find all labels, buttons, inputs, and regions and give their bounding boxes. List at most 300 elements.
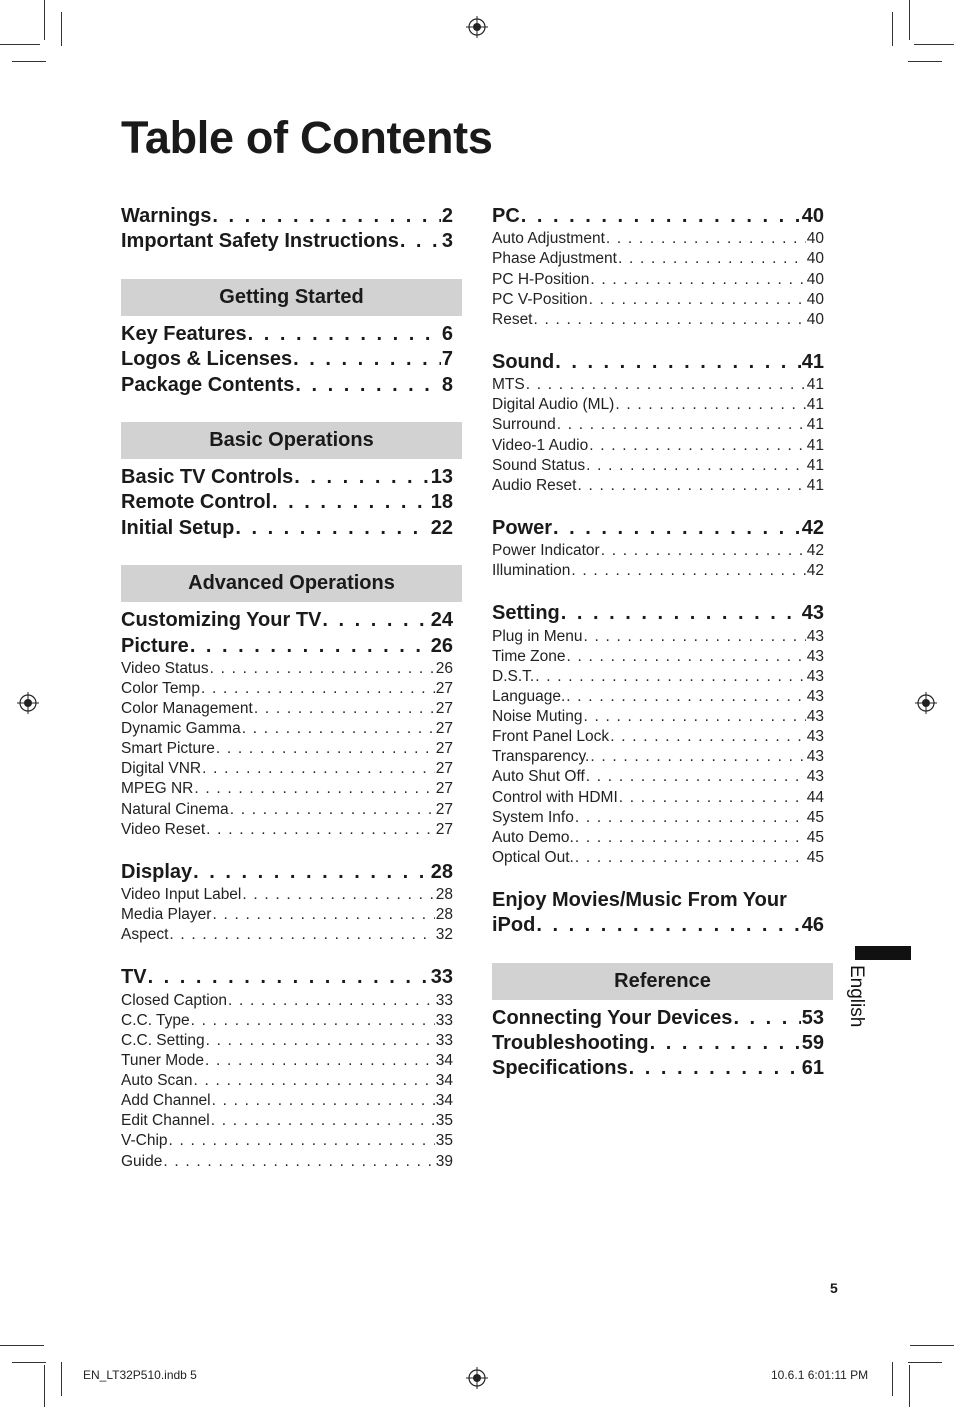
leader-dots [590, 747, 805, 767]
toc-entry-label: PC H-Position [492, 270, 590, 288]
toc-entry-page: 33 [435, 1032, 453, 1049]
toc-entry-video-status[interactable] [121, 659, 453, 679]
leader-dots [235, 516, 429, 541]
toc-entry-control-with-hdmi[interactable] [492, 788, 824, 808]
toc-entry-label: PC [492, 205, 520, 227]
toc-entry-label: Picture [121, 634, 189, 657]
leader-dots [553, 516, 801, 541]
toc-entry-label: Color Management [121, 700, 253, 718]
toc-entry-video-1-audio[interactable] [492, 436, 824, 456]
toc-entry-page: 34 [435, 1092, 453, 1110]
toc-entry-label: Power [492, 516, 553, 539]
toc-entry-label: Color Temp [121, 680, 200, 697]
leader-dots [272, 490, 430, 515]
toc-entry-auto-adjustment[interactable] [492, 229, 824, 249]
toc-entry-page: 28 [435, 906, 453, 924]
toc-entry-label: Video-1 Audio [492, 436, 589, 454]
leader-dots [201, 679, 435, 699]
leader-dots [619, 788, 806, 808]
toc-entry-label: Sound [492, 350, 555, 373]
toc-entry-v-chip[interactable] [121, 1131, 453, 1151]
toc-entry-page: 7 [441, 348, 453, 371]
toc-entry-aspect[interactable] [121, 925, 453, 945]
toc-entry-page: 27 [435, 780, 453, 798]
toc-entry-label: D.S.T. [492, 667, 535, 685]
leader-dots [169, 1131, 435, 1151]
leader-dots [322, 608, 429, 633]
crop-mark [908, 61, 942, 62]
toc-entry-color-management[interactable] [121, 699, 453, 719]
toc-entry-specifications[interactable] [492, 1056, 824, 1081]
toc-entry-label: Plug in Menu [492, 627, 583, 645]
toc-entry-page: 27 [435, 720, 453, 738]
toc-entry-phase-adjustment[interactable] [492, 249, 824, 269]
toc-entry-label: Language. [492, 688, 566, 706]
leader-dots [211, 1111, 435, 1131]
language-label: English [846, 965, 867, 1028]
toc-entry-audio-reset[interactable] [492, 476, 824, 496]
toc-entry-label: Video Reset [121, 820, 206, 838]
toc-entry-page: 27 [435, 820, 453, 838]
toc-entry-setting[interactable] [492, 601, 824, 626]
toc-entry-mts[interactable] [492, 375, 824, 395]
toc-entry-page: 24 [430, 609, 453, 632]
leader-dots [583, 627, 805, 647]
toc-entry-label: C.C. Type [121, 1011, 190, 1029]
toc-entry-initial-setup[interactable] [121, 516, 453, 541]
toc-entry-page: 42 [806, 562, 824, 580]
toc-entry-page: 26 [430, 634, 453, 657]
toc-entry-important-safety-instructions[interactable] [121, 229, 453, 254]
toc-entry-page: 44 [806, 788, 824, 806]
toc-entry-tv[interactable] [121, 965, 453, 990]
toc-entry-dynamic-gamma[interactable] [121, 719, 453, 739]
leader-dots [733, 1006, 800, 1031]
leader-dots [589, 290, 806, 310]
toc-subgroup [492, 229, 824, 329]
leader-dots [242, 885, 434, 905]
toc-entry-sound[interactable] [492, 350, 824, 375]
toc-entry-page: 45 [806, 848, 824, 866]
leader-dots [583, 707, 805, 727]
toc-entry-label: PC V-Position [492, 290, 588, 308]
toc-entry-page: 53 [801, 1006, 824, 1029]
toc-entry-page: 43 [806, 688, 824, 706]
toc-entry-reset[interactable] [492, 310, 824, 330]
leader-dots [169, 925, 434, 945]
toc-entry-page: 43 [806, 627, 824, 645]
toc-group [121, 860, 453, 885]
leader-dots [534, 310, 806, 330]
leader-dots [163, 1152, 434, 1172]
toc-subgroup [492, 375, 824, 496]
toc-entry-ipod-line1[interactable]: Enjoy Movies/Music From Your [492, 888, 787, 911]
leader-dots [575, 828, 806, 848]
toc-entry-color-temp[interactable] [121, 679, 453, 699]
toc-entry-page: 43 [806, 768, 824, 786]
toc-entry-page: 28 [430, 860, 453, 883]
toc-entry-logos-licenses[interactable] [121, 347, 453, 372]
toc-group [121, 204, 453, 255]
leader-dots [601, 541, 806, 561]
toc-entry-label: Illumination [492, 562, 571, 580]
toc-subgroup [121, 991, 453, 1172]
leader-dots [193, 860, 430, 885]
toc-entry-label: Package Contents [121, 373, 295, 396]
toc-entry-page: 27 [435, 800, 453, 818]
toc-entry-page: 13 [430, 465, 453, 488]
toc-entry-video-input-label[interactable] [121, 885, 453, 905]
toc-entry-page: 39 [435, 1152, 453, 1170]
toc-group [492, 204, 824, 229]
toc-entry-customizing-your-tv[interactable] [121, 608, 453, 633]
leader-dots [650, 1031, 801, 1056]
toc-entry-label: Sound Status [492, 456, 586, 474]
crop-mark [910, 1345, 954, 1346]
toc-entry-page: 40 [801, 205, 824, 227]
toc-entry-video-reset[interactable] [121, 820, 453, 840]
toc-left-column [121, 204, 453, 1172]
toc-entry-connecting-your-devices[interactable] [492, 1006, 824, 1031]
toc-entry-label: Logos & Licenses [121, 348, 293, 371]
toc-entry-power-indicator[interactable] [492, 541, 824, 561]
toc-entry-page: 45 [806, 808, 824, 826]
leader-dots [230, 800, 435, 820]
toc-entry-label: Reset [492, 310, 533, 328]
toc-subgroup [121, 659, 453, 840]
leader-dots [242, 719, 435, 739]
toc-entry-label: Initial Setup [121, 516, 235, 539]
toc-entry-auto-demo[interactable] [492, 828, 824, 848]
toc-group [121, 465, 453, 541]
toc-entry-label: Optical Out. [492, 848, 574, 866]
toc-entry-page: 35 [435, 1112, 453, 1130]
toc-entry-label: Auto Adjustment [492, 230, 605, 248]
leader-dots [575, 808, 806, 828]
toc-entry-label: Control with HDMI [492, 788, 618, 806]
toc-entry-page: 33 [430, 966, 453, 989]
toc-entry-page: 32 [435, 926, 453, 944]
leader-dots [202, 759, 435, 779]
toc-entry-page: 33 [435, 991, 453, 1009]
leader-dots [212, 905, 434, 925]
toc-entry-page: 42 [806, 542, 824, 560]
leader-dots [590, 270, 805, 290]
toc-entry-digital-audio-ml[interactable] [492, 395, 824, 415]
footer-timestamp: 10.6.1 6:01:11 PM [771, 1368, 869, 1382]
toc-entry-label: Video Input Label [121, 886, 242, 904]
toc-entry-label: Digital Audio (ML) [492, 396, 615, 414]
toc-entry-label: Basic TV Controls [121, 465, 294, 488]
leader-dots [567, 647, 806, 667]
toc-entry-label: Noise Muting [492, 708, 583, 726]
toc-entry-label: Display [121, 860, 193, 883]
toc-entry-label: MTS [492, 376, 525, 394]
crop-mark [12, 1362, 46, 1363]
leader-dots [254, 699, 435, 719]
leader-dots [212, 204, 441, 229]
toc-group [492, 601, 824, 626]
toc-group [121, 322, 453, 398]
toc-entry-label: TV [121, 966, 147, 989]
leader-dots [205, 1051, 435, 1071]
leader-dots [586, 456, 806, 476]
leader-dots [606, 229, 806, 249]
toc-entry-page: 27 [435, 760, 453, 778]
toc-entry-page: 41 [806, 436, 824, 454]
toc-entry-power[interactable] [492, 516, 824, 541]
page-number: 5 [830, 1280, 838, 1296]
toc-entry-page: 26 [435, 659, 453, 677]
toc-entry-page: 43 [806, 667, 824, 685]
toc-entry-page: 41 [806, 456, 824, 474]
toc-entry-page: 41 [806, 376, 824, 394]
toc-entry-plug-in-menu[interactable] [492, 627, 824, 647]
toc-entry-label: V-Chip [121, 1132, 168, 1150]
toc-entry-page: 3 [441, 230, 453, 253]
toc-entry-package-contents[interactable] [121, 373, 453, 398]
toc-entry-label: Guide [121, 1152, 163, 1170]
toc-entry-label: Natural Cinema [121, 800, 229, 818]
leader-dots [228, 991, 435, 1011]
section-header-advanced-operations: Advanced Operations [121, 565, 462, 602]
toc-entry-page: 40 [806, 230, 824, 248]
crop-mark [61, 1362, 62, 1396]
toc-entry-c-c-type[interactable] [121, 1011, 453, 1031]
leader-dots [610, 727, 806, 747]
toc-entry-page: 34 [435, 1072, 453, 1090]
toc-subgroup [492, 627, 824, 868]
toc-entry-label: iPod [492, 914, 536, 937]
leader-dots [618, 249, 806, 269]
footer-file-info: EN_LT32P510.indb 5 [83, 1368, 197, 1382]
toc-entry-page: 18 [430, 491, 453, 514]
toc-subgroup [121, 885, 453, 945]
toc-entry-auto-shut-off[interactable] [492, 767, 824, 787]
toc-entry-key-features[interactable] [121, 322, 453, 347]
toc-entry-pc[interactable] [492, 204, 824, 229]
toc-entry-transparency[interactable] [492, 747, 824, 767]
section-header-basic-operations: Basic Operations [121, 422, 462, 459]
toc-entry-page: 41 [806, 396, 824, 414]
toc-group [492, 516, 824, 541]
toc-entry-guide[interactable] [121, 1152, 453, 1172]
toc-entry-optical-out[interactable] [492, 848, 824, 868]
toc-group [492, 913, 824, 938]
leader-dots [577, 476, 805, 496]
toc-entry-page: 27 [435, 680, 453, 697]
toc-entry-surround[interactable] [492, 415, 824, 435]
leader-dots [295, 373, 440, 398]
crop-mark [909, 1365, 910, 1407]
toc-entry-label: Time Zone [492, 647, 566, 665]
toc-entry-page: 41 [801, 350, 824, 373]
registration-mark-icon [466, 16, 488, 38]
toc-entry-page: 8 [441, 373, 453, 396]
toc-entry-picture[interactable] [121, 634, 453, 659]
toc-entry-basic-tv-controls[interactable] [121, 465, 453, 490]
toc-entry-label: Surround [492, 416, 556, 434]
toc-entry-time-zone[interactable] [492, 647, 824, 667]
crop-mark [892, 1362, 893, 1396]
toc-entry-closed-caption[interactable] [121, 991, 453, 1011]
toc-entry-page: 43 [806, 748, 824, 766]
toc-entry-label: Key Features [121, 322, 247, 345]
leader-dots [589, 436, 806, 456]
toc-entry-label: Remote Control [121, 491, 271, 514]
leader-dots [536, 913, 800, 938]
toc-group [492, 1006, 824, 1082]
toc-entry-tuner-mode[interactable] [121, 1051, 453, 1071]
toc-entry-add-channel[interactable] [121, 1091, 453, 1111]
registration-mark-icon [466, 1367, 488, 1389]
toc-entry-page: 43 [806, 728, 824, 746]
toc-entry-remote-control[interactable] [121, 490, 453, 515]
toc-entry-label: Dynamic Gamma [121, 720, 241, 738]
toc-entry-page: 59 [801, 1032, 824, 1055]
toc-entry-mpeg-nr[interactable] [121, 779, 453, 799]
section-header-reference: Reference [492, 963, 833, 1000]
crop-mark [44, 1365, 45, 1407]
toc-entry-label: Audio Reset [492, 476, 577, 494]
toc-group [121, 608, 453, 659]
toc-entry-page: 43 [806, 708, 824, 726]
toc-entry-label: Auto Scan [121, 1072, 193, 1090]
toc-entry-front-panel-lock[interactable] [492, 727, 824, 747]
language-tab [855, 946, 911, 960]
toc-entry-page: 22 [430, 516, 453, 539]
toc-entry-label: Setting [492, 602, 560, 625]
toc-entry-illumination[interactable] [492, 561, 824, 581]
registration-mark-icon [17, 692, 39, 714]
leader-dots [148, 965, 430, 990]
toc-entry-pc-h-position[interactable] [492, 270, 824, 290]
toc-group [121, 965, 453, 990]
toc-entry-label: Media Player [121, 906, 212, 924]
toc-entry-page: 61 [801, 1057, 824, 1080]
leader-dots [535, 667, 806, 687]
toc-entry-page: 28 [435, 886, 453, 904]
leader-dots [557, 415, 806, 435]
toc-entry-label: Transparency. [492, 748, 590, 766]
leader-dots [561, 601, 801, 626]
toc-entry-page: 43 [806, 647, 824, 665]
toc-entry-label: Digital VNR [121, 760, 202, 778]
toc-entry-page: 42 [801, 516, 824, 539]
toc-entry-label: Power Indicator [492, 542, 600, 560]
toc-entry-display[interactable] [121, 860, 453, 885]
toc-entry-page: 27 [435, 740, 453, 758]
leader-dots [571, 561, 805, 581]
toc-entry-label: C.C. Setting [121, 1032, 205, 1049]
leader-dots [190, 634, 430, 659]
toc-entry-page: 35 [435, 1132, 453, 1150]
toc-entry-d-s-t[interactable] [492, 667, 824, 687]
leader-dots [400, 229, 441, 254]
toc-entry-label: Video Status [121, 659, 209, 677]
toc-entry-page: 46 [801, 914, 824, 937]
toc-entry-label: Connecting Your Devices [492, 1006, 733, 1029]
leader-dots [212, 1091, 435, 1111]
toc-entry-page: 27 [435, 700, 453, 718]
toc-entry-label: Tuner Mode [121, 1052, 204, 1070]
toc-entry-media-player[interactable] [121, 905, 453, 925]
toc-entry-page: 41 [806, 416, 824, 434]
toc-entry-label: Important Safety Instructions [121, 230, 399, 253]
leader-dots [521, 204, 801, 229]
toc-entry-system-info[interactable] [492, 808, 824, 828]
toc-entry-digital-vnr[interactable] [121, 759, 453, 779]
toc-entry-label: Smart Picture [121, 740, 215, 758]
toc-entry-page: 40 [806, 250, 824, 268]
toc-entry-auto-scan[interactable] [121, 1071, 453, 1091]
toc-entry-troubleshooting[interactable] [492, 1031, 824, 1056]
registration-mark-icon [915, 692, 937, 714]
crop-mark [0, 1345, 44, 1346]
toc-entry-page: 33 [435, 1011, 453, 1029]
leader-dots [248, 322, 441, 347]
toc-entry-ipod[interactable] [492, 913, 824, 938]
leader-dots [206, 1031, 435, 1051]
crop-mark [914, 44, 954, 45]
crop-mark [909, 0, 910, 40]
toc-entry-page: 6 [441, 322, 453, 345]
toc-entry-natural-cinema[interactable] [121, 800, 453, 820]
leader-dots [206, 820, 435, 840]
toc-entry-label: Aspect [121, 926, 169, 944]
toc-entry-page: 40 [806, 270, 824, 288]
toc-entry-smart-picture[interactable] [121, 739, 453, 759]
leader-dots [194, 1071, 435, 1091]
leader-dots [210, 659, 435, 679]
toc-entry-page: 45 [806, 828, 824, 846]
leader-dots [294, 465, 429, 490]
toc-entry-warnings[interactable] [121, 204, 453, 229]
leader-dots [526, 375, 806, 395]
crop-mark [908, 1362, 942, 1363]
toc-entry-pc-v-position[interactable] [492, 290, 824, 310]
toc-entry-label: Closed Caption [121, 991, 227, 1009]
toc-entry-edit-channel[interactable] [121, 1111, 453, 1131]
crop-mark [0, 44, 40, 45]
toc-entry-c-c-setting[interactable] [121, 1031, 453, 1051]
leader-dots [615, 395, 805, 415]
toc-entry-label: Auto Shut Off [492, 768, 585, 786]
toc-entry-label: Auto Demo. [492, 828, 574, 846]
toc-entry-page: 34 [435, 1052, 453, 1070]
toc-entry-label: Edit Channel [121, 1112, 210, 1130]
toc-entry-page: 2 [441, 205, 453, 227]
leader-dots [293, 347, 441, 372]
crop-mark [44, 0, 45, 40]
crop-mark [12, 61, 46, 62]
section-header-getting-started: Getting Started [121, 279, 462, 316]
toc-entry-page: 43 [801, 602, 824, 625]
toc-entry-label: Troubleshooting [492, 1032, 649, 1055]
leader-dots [629, 1056, 801, 1081]
toc-entry-language[interactable] [492, 687, 824, 707]
toc-entry-noise-muting[interactable] [492, 707, 824, 727]
leader-dots [216, 739, 435, 759]
leader-dots [555, 350, 801, 375]
toc-entry-label: MPEG NR [121, 780, 194, 798]
toc-entry-label: Customizing Your TV [121, 609, 322, 632]
toc-group [492, 350, 824, 375]
toc-entry-label: Specifications [492, 1057, 628, 1080]
leader-dots [586, 767, 806, 787]
leader-dots [575, 848, 806, 868]
toc-entry-sound-status[interactable] [492, 456, 824, 476]
